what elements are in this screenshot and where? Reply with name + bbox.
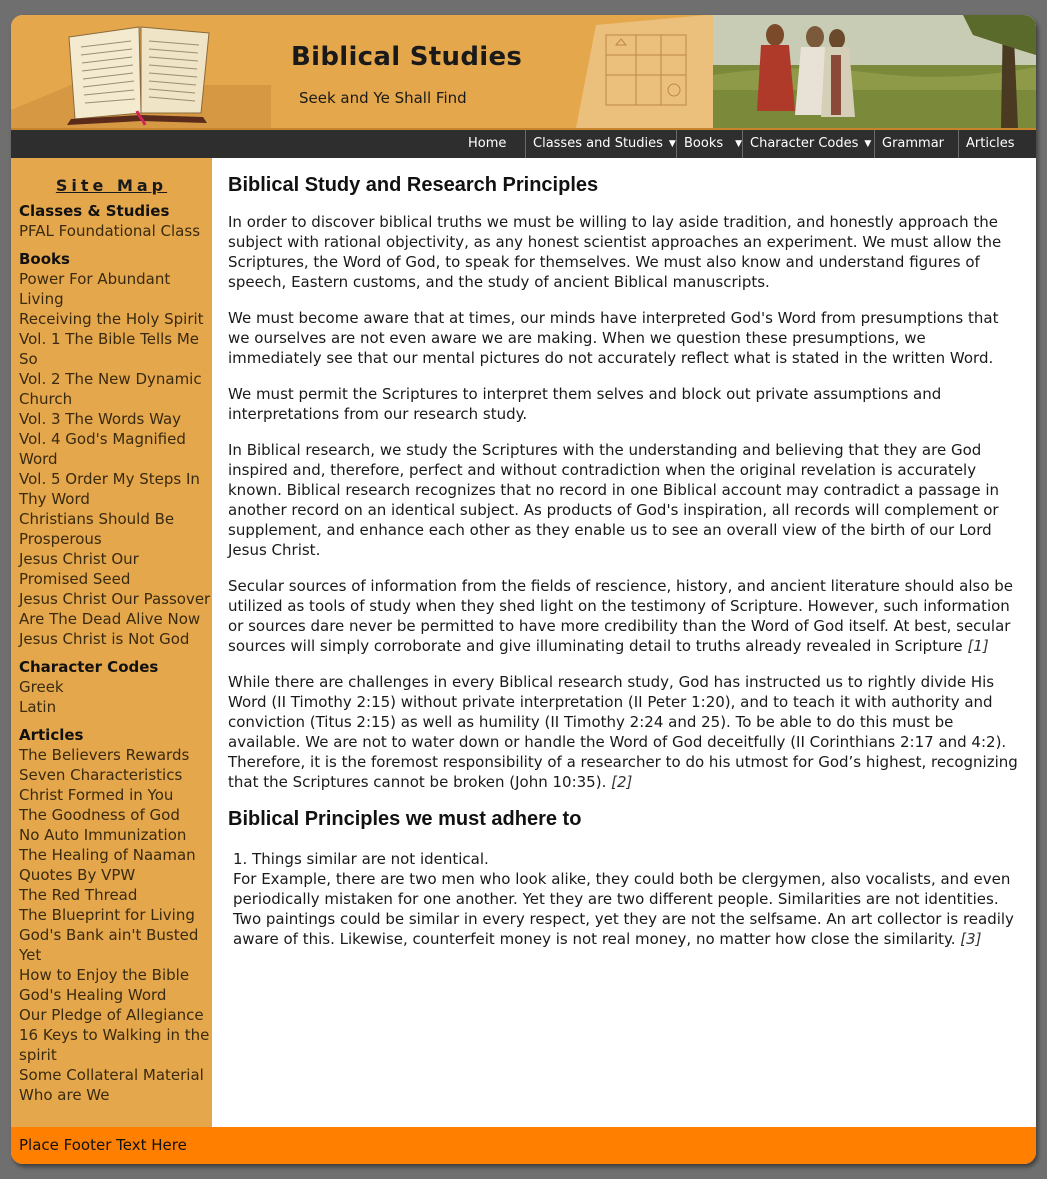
sidebar-heading: Articles [19, 726, 84, 744]
sidebar-link[interactable]: Quotes By VPW [19, 866, 136, 884]
site-tagline: Seek and Ye Shall Find [299, 89, 467, 107]
sidebar-link[interactable]: PFAL Foundational Class [19, 222, 201, 240]
sidebar-link[interactable]: God's Healing Word [19, 986, 167, 1004]
open-bible-image [11, 15, 271, 128]
sidebar-link[interactable]: Latin [19, 698, 57, 716]
nav-home[interactable] [461, 130, 525, 158]
sidebar-link[interactable]: How to Enjoy the Bible [19, 966, 190, 984]
sidebar-link[interactable]: Vol. 3 The Words Way [19, 410, 182, 428]
footer-text: Place Footer Text Here [19, 1136, 187, 1154]
sidebar-link[interactable]: 16 Keys to Walking in the spirit [19, 1026, 210, 1064]
nav-classes-and-studies[interactable] [525, 130, 676, 158]
principle-text-block [233, 869, 1022, 949]
sidebar-link[interactable]: The Red Thread [19, 886, 138, 904]
content-paragraph [228, 440, 1022, 560]
sidebar-link[interactable]: Jesus Christ Our Promised Seed [19, 550, 139, 588]
content-paragraph [228, 308, 1022, 368]
main-content [212, 158, 1036, 1127]
nav-character-codes[interactable] [742, 130, 874, 158]
sidebar-group-classes [19, 201, 212, 241]
sidebar-link[interactable]: Power For Abundant Living [19, 270, 171, 308]
content-paragraph [228, 384, 1022, 424]
sidebar-heading: Books [19, 250, 70, 268]
principle-title: 1. Things similar are not identical. [233, 850, 489, 868]
page-frame [11, 15, 1036, 1164]
sidebar-link[interactable]: Are The Dead Alive Now [19, 610, 201, 628]
sidebar-heading: Classes & Studies [19, 202, 170, 220]
sidebar-link[interactable]: Who are We [19, 1086, 110, 1104]
sidebar-link[interactable]: Christ Formed in You [19, 786, 174, 804]
sidebar-link[interactable]: Our Pledge of Allegiance [19, 1006, 204, 1024]
site-map-title: Site Map [55, 176, 168, 195]
sidebar-group-character-codes [19, 657, 212, 717]
nav-grammar-label: Grammar [882, 136, 945, 151]
paragraph-text: In Biblical research, we study the Scriptures with the understanding and believing that they are God inspired and, therefore, perfect and without contradiction when the original revelation is accurately known. Biblical research recognizes that no record in one Biblical account may contradict a passage in another record on an identical subject. As products of God's inspiration, all records will complement or supplement, and enhance each other as they enable us to see an overall view of the birth of our Lord Jesus Christ. [228, 441, 999, 559]
site-title: Biblical Studies [291, 42, 523, 72]
sidebar-link[interactable]: The Goodness of God [19, 806, 180, 824]
sidebar-link[interactable]: Jesus Christ is Not God [19, 630, 190, 648]
content-paragraph [228, 212, 1022, 292]
sidebar-link[interactable]: Receiving the Holy Spirit [19, 310, 204, 328]
sidebar-link[interactable]: God's Bank ain't Busted Yet [19, 926, 199, 964]
footnote-reference-link[interactable]: [3] [960, 930, 982, 948]
sidebar-link[interactable]: The Blueprint for Living [19, 906, 195, 924]
sidebar-heading: Character Codes [19, 658, 159, 676]
sidebar-link[interactable]: Greek [19, 678, 64, 696]
sidebar-link[interactable]: The Healing of Naaman [19, 846, 196, 864]
nav-books-label: Books [684, 136, 724, 151]
nav-articles-label: Articles [966, 136, 1015, 151]
nav-home-label: Home [468, 136, 507, 151]
main-nav [11, 128, 1036, 160]
sidebar-link[interactable]: Seven Characteristics [19, 766, 183, 784]
chevron-down-icon: ▼ [864, 139, 872, 149]
content-paragraph [228, 576, 1022, 656]
site-header [11, 15, 1036, 128]
paragraph-text: We must become aware that at times, our minds have interpreted God's Word from presumptions that we ourselves are not even aware we are making. When we question these presumptions, we immediately see that our mental pictures do not accurately reflect what is stated in the written Word. [228, 309, 999, 367]
sidebar-link[interactable]: Vol. 1 The Bible Tells Me So [19, 330, 200, 368]
sidebar-link[interactable]: Jesus Christ Our Passover [19, 590, 211, 608]
nav-character-codes-label: Character Codes [750, 136, 859, 151]
principle-item [233, 849, 1022, 949]
sidebar-link[interactable]: Christians Should Be Prosperous [19, 510, 175, 548]
footnote-reference-link[interactable]: [2] [611, 773, 633, 791]
footnote-reference-link[interactable]: [1] [967, 637, 989, 655]
page-title: Biblical Study and Research Principles [228, 174, 599, 196]
chevron-down-icon: ▼ [735, 139, 743, 149]
paragraph-text: Secular sources of information from the fields of rescience, history, and ancient literature should also be utilized as tools of study when they shed light on the testimony of Scripture. However, such information or sources dare never be permitted to have more credibility than the Word of God itself. At best, secular sources will simply corroborate and give illuminating detail to truths already revealed in Scripture [228, 577, 1014, 655]
nav-classes-label: Classes and Studies [533, 136, 663, 151]
sidebar-group-books [19, 249, 212, 649]
paragraph-text: While there are challenges in every Biblical research study, God has instructed us to rightly divide His Word (II Timothy 2:15) without private interpretation (II Peter 1:20), and to teach it with authority and conviction (Titus 2:15) as well as humility (II Timothy 2:24 and 25). To be able to do this must be available. We are not to water down or handle the Word of God deceitfully (II Corinthians 2:17 and 4:2). Therefore, it is the foremost responsibility of a researcher to do his utmost for God’s highest, recognizing that the Scriptures cannot be broken (John 10:35). [228, 673, 1018, 791]
section-heading: Biblical Principles we must adhere to [228, 808, 582, 830]
nav-books[interactable] [676, 130, 742, 158]
sidebar-link[interactable]: The Believers Rewards [19, 746, 190, 764]
sidebar-link[interactable]: Vol. 5 Order My Steps In Thy Word [19, 470, 200, 508]
paragraph-text: We must permit the Scriptures to interpret them selves and block out private assumptions and interpretations from our research study. [228, 385, 942, 423]
principle-text: For Example, there are two men who look alike, they could both be clergymen, also vocalists, and even periodically mistaken for one another. Yet they are two different people. Similarities are not identities. Two paintings could be similar in every respect, yet they are not the selfsame. An art collector is readily aware of this. Likewise, counterfeit money is not real money, no matter how close the similarity. [233, 870, 1014, 948]
site-footer [11, 1127, 1036, 1164]
paragraph-text: In order to discover biblical truths we must be willing to lay aside tradition, and honestly approach the subject with rational objectivity, as any honest scientist approaches an experiment. We must allow the Scriptures, the Word of God, to speak for themselves. We must also know and understand figures of speech, Eastern customs, and the study of ancient Biblical manuscripts. [228, 213, 1002, 291]
chevron-down-icon: ▼ [668, 139, 676, 149]
manuscript-image [566, 15, 716, 128]
sidebar-group-articles [19, 725, 212, 1105]
sidebar-link[interactable]: No Auto Immunization [19, 826, 187, 844]
nav-grammar[interactable] [874, 130, 958, 158]
content-paragraph [228, 672, 1022, 792]
sidebar-link[interactable]: Vol. 2 The New Dynamic Church [19, 370, 202, 408]
sidebar-link[interactable]: Some Collateral Material [19, 1066, 204, 1084]
biblical-scene-image [713, 15, 1036, 128]
nav-articles[interactable] [958, 130, 1036, 158]
sidebar-link[interactable]: Vol. 4 God's Magnified Word [19, 430, 186, 468]
sidebar-site-map [11, 158, 212, 1127]
